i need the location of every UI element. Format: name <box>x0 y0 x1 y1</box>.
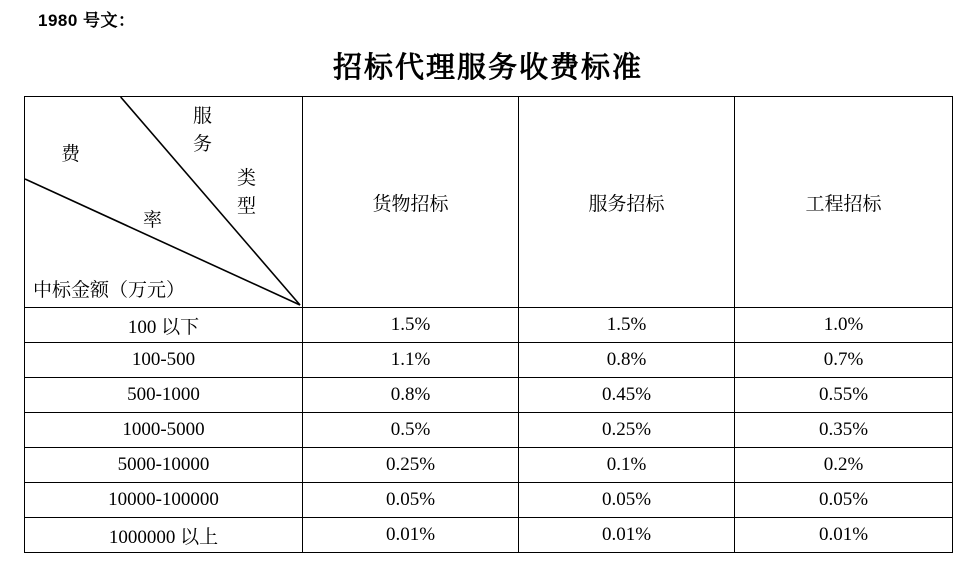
corner-amount-label: 中标金额（万元） <box>33 280 186 301</box>
row-goods-5: 0.05% <box>303 483 519 518</box>
column-header-service: 服务招标 <box>519 97 735 308</box>
row-project-4: 0.2% <box>735 448 953 483</box>
table-row <box>25 518 953 553</box>
row-service-1: 0.8% <box>519 343 735 378</box>
row-goods-3: 0.5% <box>303 413 519 448</box>
row-project-1: 0.7% <box>735 343 953 378</box>
row-goods-6: 0.01% <box>303 518 519 553</box>
table-row <box>25 483 953 518</box>
row-service-5: 0.05% <box>519 483 735 518</box>
row-range-4: 5000-10000 <box>25 448 303 483</box>
table-row <box>25 343 953 378</box>
row-range-6: 1000000 以上 <box>25 518 303 553</box>
row-service-6: 0.01% <box>519 518 735 553</box>
corner-service-label: 服 务 <box>193 106 213 155</box>
row-goods-1: 1.1% <box>303 343 519 378</box>
row-range-1: 100-500 <box>25 343 303 378</box>
column-header-goods: 货物招标 <box>303 97 519 308</box>
row-service-2: 0.45% <box>519 378 735 413</box>
row-project-0: 1.0% <box>735 308 953 343</box>
table-row <box>25 378 953 413</box>
row-goods-0: 1.5% <box>303 308 519 343</box>
row-range-5: 10000-100000 <box>25 483 303 518</box>
fee-standard-table <box>24 96 953 553</box>
row-goods-2: 0.8% <box>303 378 519 413</box>
table-header-row <box>25 97 953 308</box>
corner-type-label: 类 型 <box>237 168 257 217</box>
page-title: 招标代理服务收费标准 <box>332 52 643 84</box>
table-row <box>25 413 953 448</box>
row-range-3: 1000-5000 <box>25 413 303 448</box>
fee-standard-table-container <box>24 96 952 553</box>
table-corner-header-cell <box>25 97 303 308</box>
row-project-6: 0.01% <box>735 518 953 553</box>
row-service-0: 1.5% <box>519 308 735 343</box>
row-range-0: 100 以下 <box>25 308 303 343</box>
row-project-3: 0.35% <box>735 413 953 448</box>
row-goods-4: 0.25% <box>303 448 519 483</box>
row-service-4: 0.1% <box>519 448 735 483</box>
table-row <box>25 448 953 483</box>
row-service-3: 0.25% <box>519 413 735 448</box>
row-range-2: 500-1000 <box>25 378 303 413</box>
corner-rate-label: 率 <box>143 210 163 231</box>
row-project-5: 0.05% <box>735 483 953 518</box>
table-row <box>25 308 953 343</box>
corner-inner <box>25 97 302 307</box>
row-project-2: 0.55% <box>735 378 953 413</box>
corner-fee-label: 费 <box>61 144 81 165</box>
column-header-project: 工程招标 <box>735 97 953 308</box>
document-reference: 1980 号文： <box>38 11 136 30</box>
